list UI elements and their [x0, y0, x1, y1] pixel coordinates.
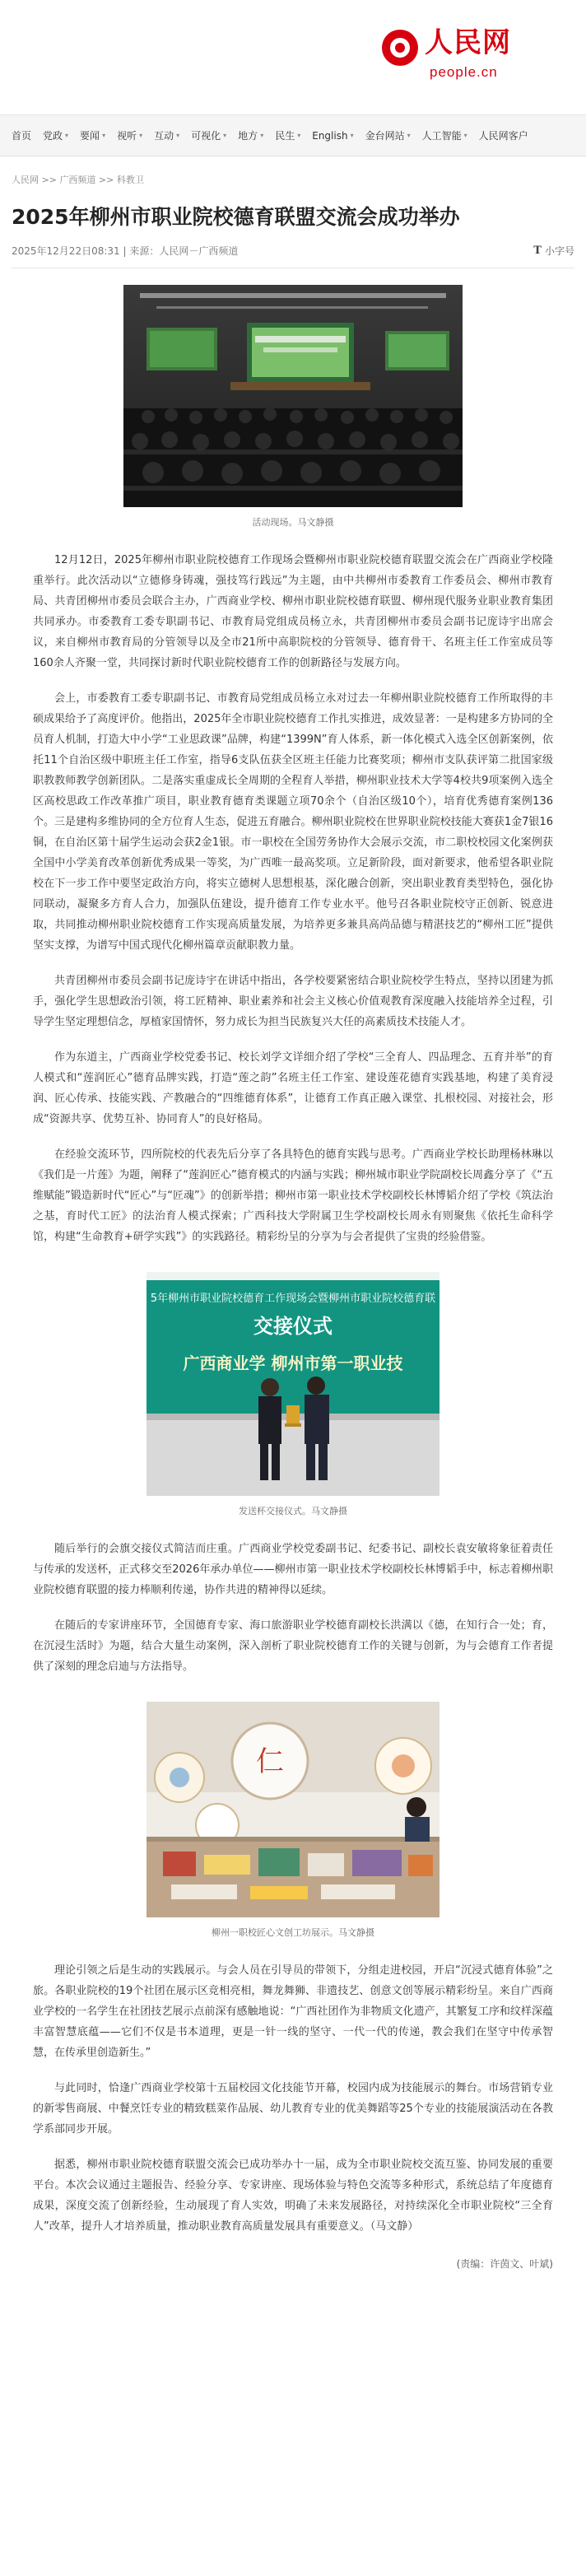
logo-en-text: people.cn: [430, 64, 498, 80]
nav-item[interactable]: [191, 128, 238, 142]
figure-caption: 发送杯交接仪式。马文静摄: [239, 1506, 347, 1516]
breadcrumb-separator: >>: [39, 175, 60, 185]
article-paragraph: 随后举行的会旗交接仪式简洁而庄重。广西商业学校党委副书记、纪委书记、副校长袁安敏将象征着责任与传承的发送杯，正式移交至2026年承办单位——柳州市第一职业技术学校副校长林博韬手中，标志着柳州职业院校德育联盟的接力棒顺利传递，协作共进的精神得以延续。: [33, 1543, 553, 1596]
nav-item-label: 党政: [43, 130, 63, 142]
craft-workshop-photo: [146, 1702, 440, 1917]
chevron-down-icon: ▾: [463, 132, 467, 139]
figure-caption: 活动现场。马文静摄: [252, 517, 334, 528]
breadcrumb-link-category[interactable]: 科教卫: [116, 175, 144, 185]
figure-caption: 柳州一职校匠心文创工坊展示。马文静摄: [212, 1927, 374, 1938]
editor-credit: (责编：许茵文、叶斌): [456, 2258, 553, 2270]
font-size-toggle[interactable]: [533, 244, 574, 258]
chevron-down-icon: ▾: [407, 132, 411, 139]
wheel-character: 仁: [256, 1745, 284, 1778]
nav-item[interactable]: [238, 128, 275, 142]
breadcrumb-link-guangxi[interactable]: 广西频道: [59, 175, 96, 185]
article-paragraph: 理论引领之后是生动的实践展示。与会人员在引导员的带领下，分组走进校园，开启“沉浸式德育体验”之旅。各职业院校的19个社团在展示区竞相亮相，舞龙舞狮、非遗技艺、创意文创等展示精彩纷呈。来自广西商业学校的一名学生在社团技艺展示点前深有感触地说：“广西社团作为非物质文化遗产，其繁复工序和纹样深蕴丰富智慧底蕴——它们不仅是书本道理，更是一针一线的坚守、一代一代的传递，教会我们在坚守中传承智慧，在传承里创造新生。”: [33, 1964, 553, 2059]
nav-item-label: 互动: [154, 130, 174, 142]
article-meta: [12, 244, 574, 268]
chevron-down-icon: ▾: [102, 132, 106, 139]
nav-item[interactable]: [12, 128, 43, 142]
article-paragraph: 会上，市委教育工委专职副书记、市教育局党组成员杨立永对过去一年柳州职业院校德育工作所取得的丰硕成果给予了高度评价。他指出，2025年全市职业院校德育工作扎实推进，成效显著：一是构建多方协同的全员育人机制，打造大中小学“工业思政课”品牌，构建“1399N”育人体系，新一体化模式入选全区创新案例，依托11个自治区级中职班主任工作室，指导6支队伍获全区班主任能力比赛奖项；柳州市支队获评第二批国家级职教教师教学创新团队。二是落实重虚成长全周期的全程育人举措，柳州职业技术大学等4校共9项案例入选全区高校思政工作改革推广项目，职业教育德育类课题立项70余个（自治区级10个），培育优秀德育案例136个。三是建构多维协同的全方位育人生态，促进五育融合。柳州职业院校在世界职业院校技能大赛获1金7银16铜，在自治区第十届学生运动会获2金1银。市一职校在全国劳务协作大会展示交流，市二职校校园文化案例获全国中小学美育改革创新优秀成果一等奖，为广西唯一最高奖项。立足新阶段，面对新要求，他希望各职业院校在下一步工作中要坚定政治方向，将实立德树人思想根基，深化融合创新，突出职业教育类型特色，强化协同联动，凝聚多方育人合力，加强队伍建设，提升德育工作专业水平。他号召各职业院校守正创新、锐意进取，共同推动柳州职业院校德育工作实现高质量发展，为培养更多兼具高尚品德与精湛技艺的“柳州工匠”提供坚实支撑，为谱写中国式现代化柳州篇章贡献职教力量。: [33, 692, 553, 952]
article-paragraph: 共青团柳州市委员会副书记庞诗宇在讲话中指出，各学校要紧密结合职业院校学生特点，坚持以团建为抓手，强化学生思想政治引领，将工匠精神、职业素养和社会主义核心价值观教育深度融入技能培养全过程，引导学生坚定理想信念，厚植家国情怀，努力成长为担当民族复兴大任的高素质技术技能人才。: [33, 975, 553, 1028]
banner-line-1: 5年柳州市职业院校德育工作现场会暨柳州市职业院校德育联: [150, 1293, 436, 1305]
article-paragraph: 在随后的专家讲座环节，全国德育专家、海口旅游职业学校德育副校长洪满以《德，在知行合一处；育，在沉浸生活时》为题，结合大量生动案例，深入剖析了职业院校德育工作的关键与创新，为与会德育工作者提供了深刻的理念启迪与方法指导。: [33, 1619, 553, 1673]
nav-item[interactable]: [117, 128, 154, 142]
breadcrumb-link-home[interactable]: 人民网: [12, 175, 39, 185]
chevron-down-icon: ▾: [260, 132, 264, 139]
chevron-down-icon: ▾: [223, 132, 227, 139]
chevron-down-icon: ▾: [176, 132, 180, 139]
logo-cn-text: 人民网: [425, 26, 511, 59]
nav-item[interactable]: [479, 128, 540, 142]
nav-item[interactable]: [422, 128, 479, 142]
banner-line-3: 广西商业学 柳州市第一职业技: [183, 1353, 403, 1373]
chevron-down-icon: ▾: [297, 132, 301, 139]
article-body-section-3: [0, 1960, 586, 2237]
nav-item[interactable]: [80, 128, 117, 142]
article-paragraph: 12月12日，2025年柳州市职业院校德育工作现场会暨柳州市职业院校德育联盟交流会在广西商业学校隆重举行。此次活动以“立德修身铸魂，强技笃行践远”为主题，由中共柳州市委教育工作委员会、柳州市教育局、共青团柳州市委员会联合主办，广西商业学校、柳州市职业院校德育联盟、柳州现代服务业职业教育集团共同承办。市委教育工委专职副书记、市教育局党组成员杨立永，共青团柳州市委员会副书记庞诗宇出席会议，来自柳州市教育局的分管领导以及全市21所中高职院校的分管领导、德育骨干、名班主任工作室成员等160余人齐聚一堂，共同探讨新时代职业院校德育工作的创新路径与发展方向。: [33, 554, 553, 669]
article-body-section-2: [0, 1539, 586, 1677]
nav-item-label: 金台网站: [365, 130, 405, 142]
article-date-source: 2025年12月22日08:31 | 来源：人民网－广西频道: [12, 245, 239, 257]
nav-item-label: 视听: [117, 130, 137, 142]
nav-item[interactable]: [312, 130, 365, 142]
chevron-down-icon: ▾: [139, 132, 143, 139]
article-paragraph: 据悉，柳州市职业院校德育联盟交流会已成功举办十一届，成为全市职业院校交流互鉴、协同发展的重要平台。本次会议通过主题报告、经验分享、专家讲座、现场体验与特色交流等多种形式，系统总结了年度德育成果，深度交流了创新经验，生动展现了育人实效，明确了未来发展路径，对持续深化全市职业院校“三全育人”改革，提升人才培养质量，推动职业教育高质量发展具有重要意义。（马文静）: [33, 2159, 553, 2233]
site-header: [0, 0, 586, 115]
article-body-section-1: [0, 550, 586, 1247]
font-size-label: 小字号: [544, 245, 574, 257]
logo-emblem-icon: [382, 30, 418, 66]
article-paragraph: 与此同时，恰逢广西商业学校第十五届校园文化技能节开幕，校园内成为技能展示的舞台。市场营销专业的新零售商展、中餐烹饪专业的精致糕菜作品展、幼儿教育专业的优美舞蹈等25个专业的技能展演活动在各教学系部同步开展。: [33, 2082, 553, 2136]
nav-item-label: 可视化: [191, 130, 221, 142]
nav-item-label: 人民网客户: [478, 130, 528, 142]
article-paragraph: 在经验交流环节，四所院校的代表先后分享了各具特色的德育实践与思考。广西商业学校长助理杨林琳以《我们是一片莲》为题，阐释了“莲润匠心”德育模式的内涵与实践；柳州城市职业学院副校长周鑫分享了《“五维赋能”锻造新时代“匠心”与“匠魂”》的创新举措；柳州市第一职业技术学校副校长林博韬介绍了学校《筑法治之基，育时代工匠》的法治育人模式探索；广西科技大学附属卫生学校副校长周永有则聚焦《依托生命科学馆，构建“生命教育+研学实践”》的实践路径。精彩纷呈的分享为与会者提供了宝贵的经验借鉴。: [33, 1148, 553, 1243]
font-size-icon: T: [533, 245, 542, 257]
article-paragraph: 作为东道主，广西商业学校党委书记、校长刘学文详细介绍了学校“三全育人、四品理念、五育并举”的育人模式和“莲润匠心”德育品牌实践，打造“莲之韵”名班主任工作室、建设莲花德育实践基地，构建了美育浸润、匠心传承、技能实践、产教融合的“四维德育体系”，让德育工作真正融入课堂、扎根校园、对接社会，形成“资源共享、优势互补、协同育人”的良好格局。: [33, 1051, 553, 1125]
people-cn-logo[interactable]: [382, 25, 538, 91]
article-title: 2025年柳州市职业院校德育联盟交流会成功举办: [12, 205, 460, 229]
nav-item-label: 要闻: [80, 130, 100, 142]
nav-item-label: English: [312, 129, 348, 142]
main-nav: [0, 115, 586, 156]
nav-item-label: 民生: [275, 130, 295, 142]
breadcrumb: [0, 156, 586, 189]
nav-item[interactable]: [43, 128, 80, 142]
chevron-down-icon: ▾: [350, 132, 354, 139]
chevron-down-icon: ▾: [65, 132, 69, 139]
handover-ceremony-photo: [146, 1272, 440, 1496]
nav-item-label: 人工智能: [421, 130, 462, 142]
nav-item[interactable]: [154, 128, 191, 142]
nav-item[interactable]: [365, 128, 422, 142]
breadcrumb-separator: >>: [95, 175, 117, 185]
nav-item[interactable]: [275, 128, 312, 142]
event-venue-photo: [123, 285, 463, 507]
banner-line-2: 交接仪式: [253, 1315, 333, 1338]
nav-item-label: 地方: [238, 130, 258, 142]
nav-item-label: 首页: [12, 130, 32, 142]
